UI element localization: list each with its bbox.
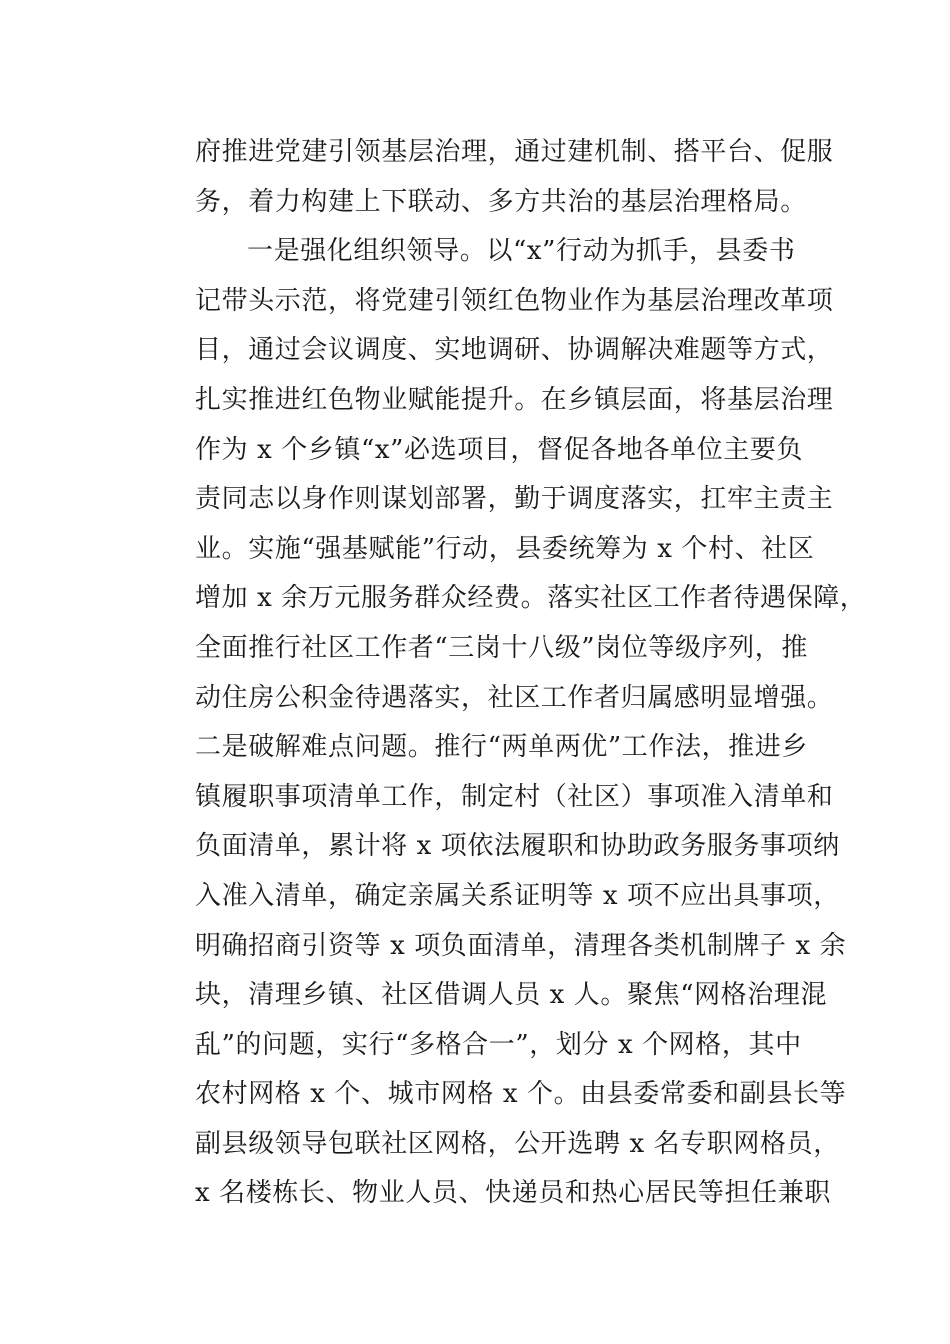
text-line: 业。实施“强基赋能”行动，县委统筹为 x 个村、社区 — [195, 533, 815, 564]
text-line: 责同志以身作则谋划部署，勤于调度落实，扛牢主责主 — [195, 484, 834, 515]
text-line: 动住房公积金待遇落实，社区工作者归属感明显增强。 — [195, 682, 834, 713]
text-line: 作为 x 个乡镇“x”必选项目，督促各地各单位主要负 — [195, 434, 804, 465]
text-line: 农村网格 x 个、城市网格 x 个。由县委常委和副县长等 — [195, 1079, 847, 1110]
text-line: 府推进党建引领基层治理，通过建机制、搭平台、促服 — [195, 137, 834, 167]
text-line: 副县级领导包联社区网格，公开选聘 x 名专职网格员， — [195, 1128, 840, 1159]
text-line: 增加 x 余万元服务群众经费。落实社区工作者待遇保障， — [195, 583, 867, 614]
text-line: 入准入清单，确定亲属关系证明等 x 项不应出具事项， — [195, 880, 840, 911]
text-line: 务，着力构建上下联动、多方共治的基层治理格局。 — [195, 186, 807, 217]
text-line: 二是破解难点问题。推行“两单两优”工作法，推进乡 — [195, 732, 808, 763]
text-line: 全面推行社区工作者“三岗十八级”岗位等级序列，推 — [195, 632, 808, 663]
text-line: 乱”的问题，实行“多格合一”，划分 x 个网格，其中 — [195, 1029, 802, 1060]
text-line: 记带头示范，将党建引领红色物业作为基层治理改革项 — [195, 285, 834, 316]
text-line: 目，通过会议调度、实地调研、协调解决难题等方式， — [195, 335, 834, 366]
text-line: 负面清单，累计将 x 项依法履职和协助政务服务事项纳 — [195, 831, 840, 862]
text-line: 块，清理乡镇、社区借调人员 x 人。聚焦“网格治理混 — [195, 980, 828, 1011]
text-line: 明确招商引资等 x 项负面清单，清理各类机制牌子 x 余 — [195, 930, 847, 961]
body-text — [195, 128, 867, 1219]
text-line: 镇履职事项清单工作，制定村（社区）事项准入清单和 — [195, 781, 834, 812]
text-line: 扎实推进红色物业赋能提升。在乡镇层面，将基层治理 — [195, 384, 834, 415]
paragraph-start-line: 一是强化组织领导。以“x”行动为抓手，县委书 — [247, 236, 796, 267]
text-line: x 名楼栋长、物业人员、快递员和热心居民等担任兼职 — [195, 1178, 831, 1209]
